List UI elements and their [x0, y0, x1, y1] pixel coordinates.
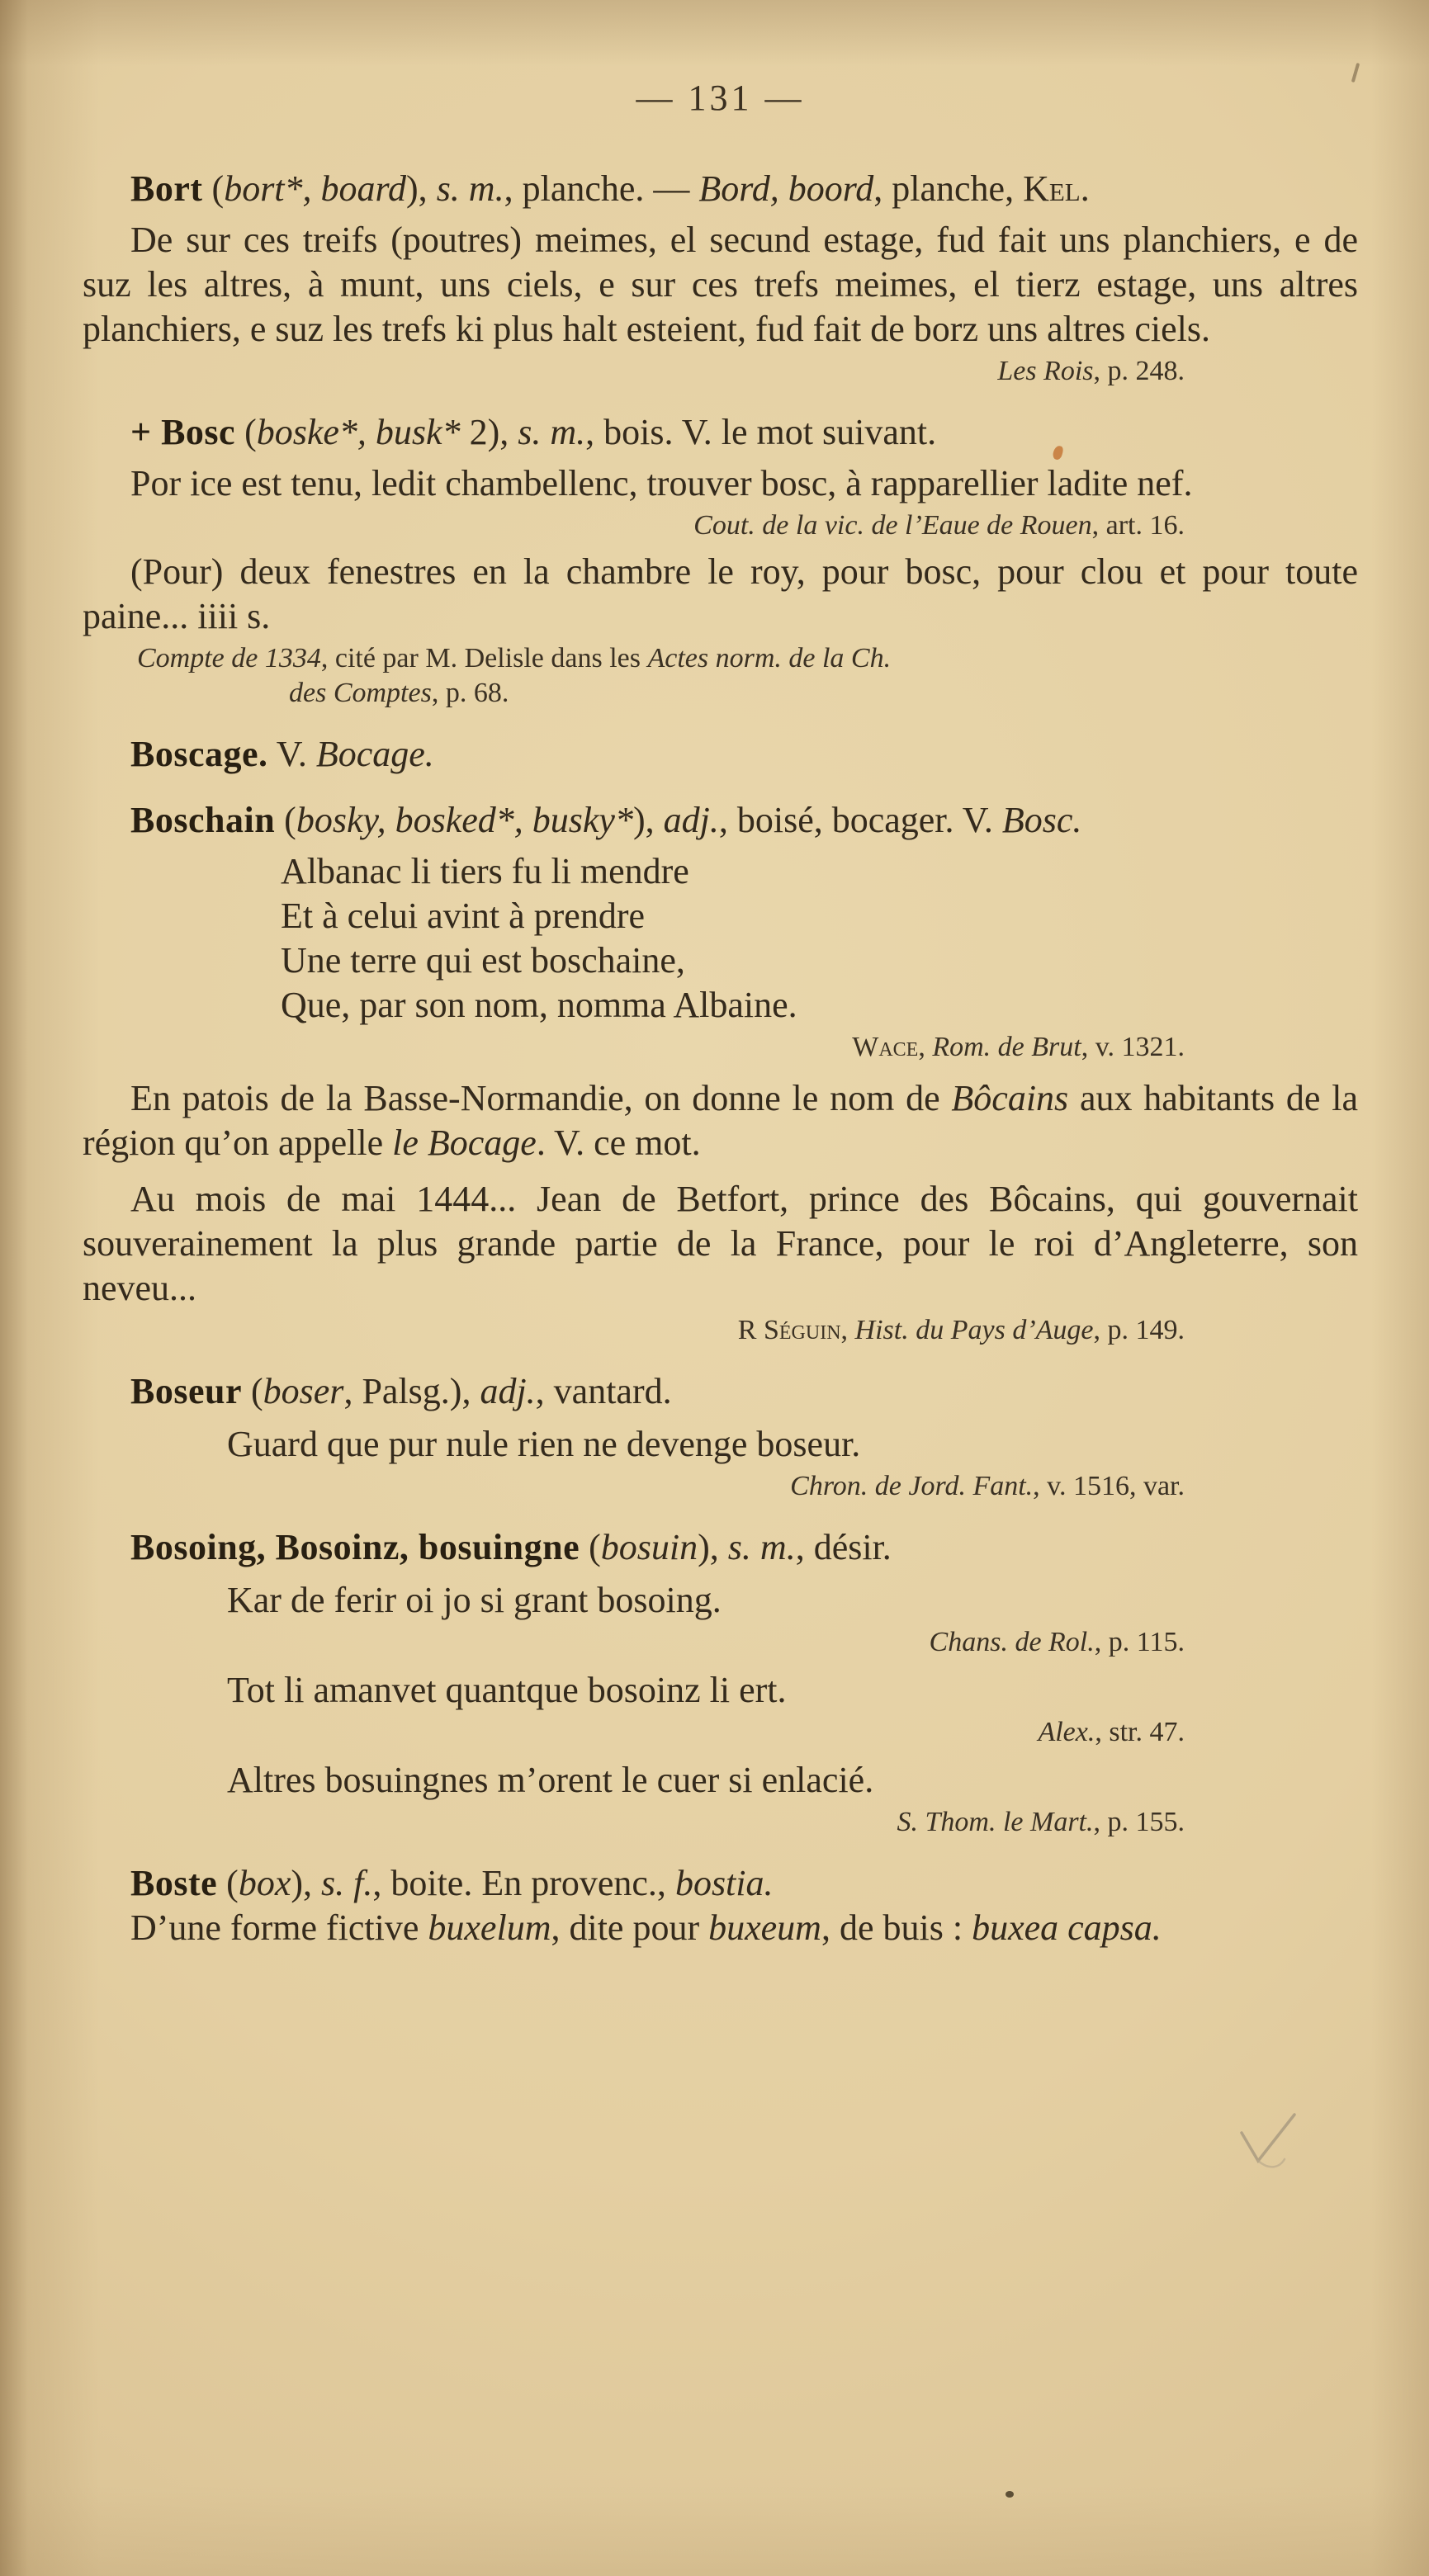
citation-compte-1334-line2: des Comptes, p. 68.: [289, 678, 509, 708]
page-number: — 131 —: [636, 78, 805, 118]
paragraph-etymology-boste: D’une forme fictive buxelum, dite pour buxeum, de buis : buxea capsa.: [130, 1907, 1162, 1948]
entry-head-boschain: Boschain (bosky, bosked*, busky*), adj., boisé, bocager. V. Bosc.: [130, 800, 1082, 840]
quote-bort-les-rois: De sur ces treifs (poutres) meimes, el secund estage, fud fait uns planchiers, e de suz les altres, à munt, uns ciels, e sur ces trefs meimes, el tierz estage, uns altres planchiers, e suz les trefs ki plus halt esteient, fud fait de borz uns altres ciels.: [83, 220, 1358, 349]
paragraph-mai-1444: Au mois de mai 1444... Jean de Betfort, prince des Bôcains, qui gouvernait souverainement la plus grande partie de la France, pour le roi d’Angleterre, son neveu...: [83, 1179, 1358, 1308]
entry-head-boste: Boste (box), s. f., boite. En provenc., bostia.: [130, 1863, 774, 1903]
citation-chron-jord-fant: Chron. de Jord. Fant., v. 1516, var.: [790, 1471, 1185, 1501]
entry-head-bosoing: Bosoing, Bosoinz, bosuingne (bosuin), s. m., désir.: [130, 1527, 892, 1567]
pencil-checkmark: [1237, 2110, 1303, 2176]
verse-wace-brut: Albanac li tiers fu li mendre Et à celui avint à prendre Une terre qui est boschaine, Que, par son nom, nomma Albaine.: [281, 851, 797, 1025]
quote-kar-de-ferir: Kar de ferir oi jo si grant bosoing.: [227, 1580, 722, 1620]
citation-seguin-pays-d-auge: R Séguin, Hist. du Pays d’Auge, p. 149.: [737, 1315, 1185, 1345]
citation-s-thom-le-mart: S. Thom. le Mart., p. 155.: [897, 1807, 1185, 1837]
quote-pour-deux-fenestres: (Pour) deux fenestres en la chambre le roy, pour bosc, pour clou et pour toute paine... iiii s.: [83, 551, 1358, 636]
entry-head-bort: Bort (bort*, board), s. m., planche. — Bord, boord, planche, Kel.: [130, 168, 1090, 209]
entry-head-boscage: Boscage. V. Bocage.: [130, 734, 434, 774]
quote-tot-li-amanvet: Tot li amanvet quantque bosoinz li ert.: [227, 1670, 787, 1710]
entry-head-boseur: Boseur (boser, Palsg.), adj., vantard.: [130, 1371, 672, 1411]
ink-dot: [1006, 2491, 1014, 2498]
citation-wace-rom-de-brut: Wace, Rom. de Brut, v. 1321.: [852, 1032, 1185, 1062]
citation-les-rois: Les Rois, p. 248.: [997, 356, 1185, 386]
page-text-block: [83, 76, 1358, 1950]
paragraph-patois-basse-normandie: En patois de la Basse-Normandie, on donne le nom de Bôcains aux habitants de la région qu’on appelle le Bocage. V. ce mot.: [83, 1078, 1359, 1163]
quote-guard-que-pur: Guard que pur nule rien ne devenge boseur.: [227, 1424, 861, 1464]
quote-por-ice: Por ice est tenu, ledit chambellenc, trouver bosc, à rapparellier ladite nef.: [130, 463, 1193, 503]
citation-compte-1334-line1: Compte de 1334, cité par M. Delisle dans les Actes norm. de la Ch.: [137, 643, 892, 674]
citation-chans-de-rol: Chans. de Rol., p. 115.: [929, 1627, 1185, 1657]
citation-alex: Alex., str. 47.: [1038, 1717, 1185, 1747]
citation-cout-rouen: Cout. de la vic. de l’Eaue de Rouen, art. 16.: [693, 510, 1185, 541]
entry-head-bosc: + Bosc (boske*, busk* 2), s. m., bois. V. le mot suivant.: [130, 412, 937, 452]
quote-altres-bosuingnes: Altres bosuingnes m’orent le cuer si enlacié.: [227, 1760, 874, 1800]
